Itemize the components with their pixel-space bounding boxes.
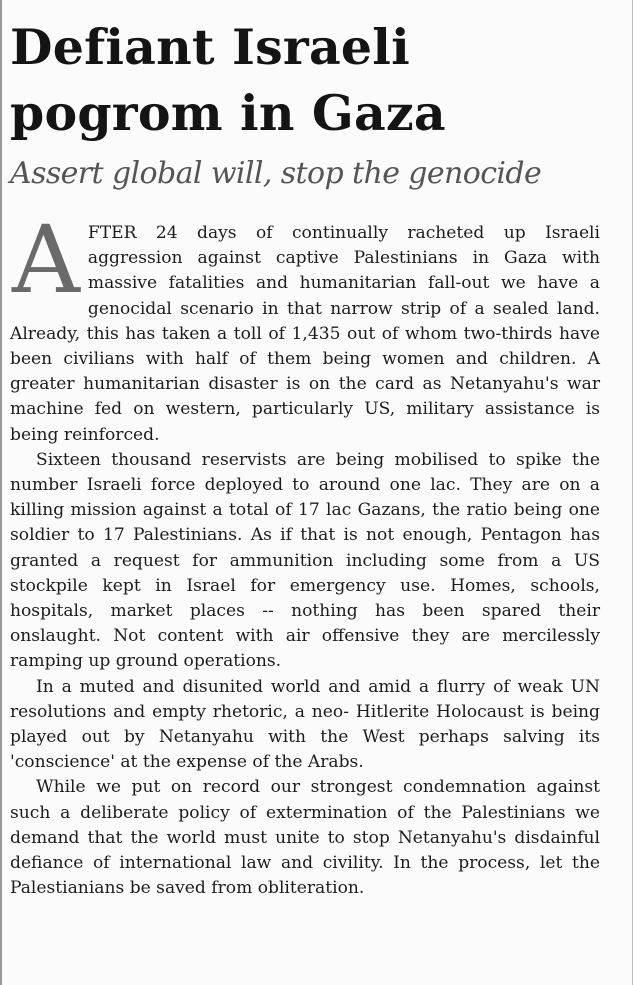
headline-line-1: Defiant Israeli [10, 18, 410, 76]
headline [2, 0, 630, 146]
subheadline: Assert global will, stop the genocide [10, 156, 542, 191]
paragraph-1 [10, 206, 600, 448]
drop-cap: A [12, 206, 80, 315]
paragraph-1-text: FTER 24 days of continually racheted up Israeli aggression against captive Palestinians in Gaza with massive fatalities and humanitarian fall-out we have a genocidal scenario in that narrow strip of a sealed land. Already, this has taken a toll of 1,435 out of whom two-thirds have been civilians with half of them being women and children. A greater humanitarian disaster is on the card as Netanyahu's war machine fed on western, particularly US, military assistance is being reinforced. [10, 223, 600, 445]
article-body [10, 206, 600, 901]
paragraph-3: In a muted and disunited world and amid a flurry of weak UN resolutions and empty rhetoric, a neo- Hitlerite Holocaust is being played out by Netanyahu with the West perhaps salving its 'conscience' at the expense of the Arabs. [10, 676, 600, 773]
paragraph-2: Sixteen thousand reservists are being mobilised to spike the number Israeli force deployed to around one lac. They are on a killing mission against a total of 17 lac Gazans, the ratio being one soldier to 17 Palestinians. As if that is not enough, Pentagon has granted a request for ammunition including some from a US stockpile kept in Israel for emergency use. Homes, schools, hospitals, market places -- nothing has been spared their onslaught. Not content with air offensive they are mercilessly ramping up ground operations. [10, 449, 600, 672]
paragraph-4: While we put on record our strongest condemnation against such a deliberate policy of extermination of the Palestinians we demand that the world must unite to stop Netanyahu's disdainful defiance of international law and civility. In the process, let the Palestianians be saved from obliteration. [10, 777, 600, 899]
headline-line-2: pogrom in Gaza [10, 84, 446, 142]
